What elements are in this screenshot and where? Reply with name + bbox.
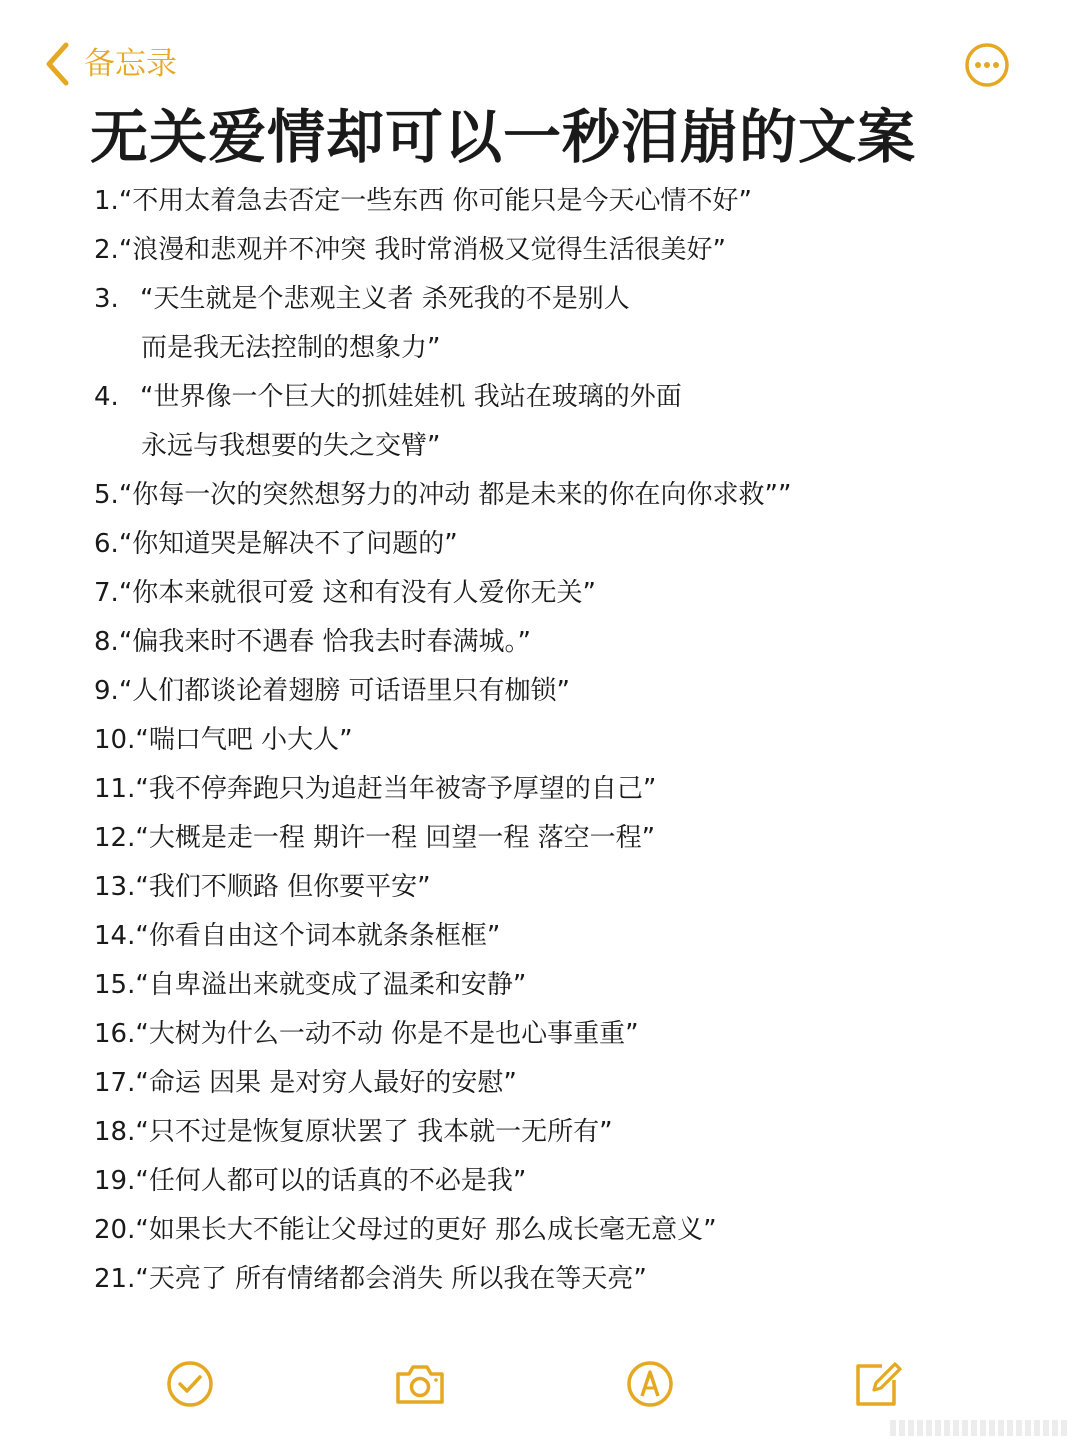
back-label: 备忘录 xyxy=(84,46,177,82)
item-number: 16. xyxy=(94,1019,136,1049)
list-item xyxy=(94,814,1054,863)
note-title: 无关爱情却可以一秒泪崩的文案 xyxy=(90,103,917,171)
item-line: 永远与我想要的失之交臂” xyxy=(141,431,441,461)
item-line: “不用太着急去否定一些东西 你可能只是今天心情不好” xyxy=(118,186,753,216)
item-line: “大树为什么一动不动 你是不是也心事重重” xyxy=(135,1019,639,1049)
list-item xyxy=(94,716,1054,765)
list-item xyxy=(94,177,1054,226)
chevron-left-icon xyxy=(44,41,70,87)
more-button[interactable] xyxy=(964,42,1010,88)
list-item xyxy=(94,1059,1054,1108)
item-number: 21. xyxy=(94,1264,136,1294)
item-line: “天亮了 所有情绪都会消失 所以我在等天亮” xyxy=(135,1264,647,1294)
item-number: 10. xyxy=(94,725,136,755)
item-number: 19. xyxy=(94,1166,136,1196)
item-line: “我们不顺路 但你要平安” xyxy=(135,872,431,902)
item-text xyxy=(135,863,430,912)
list-item xyxy=(94,226,1054,275)
list-item xyxy=(94,667,1054,716)
item-number: 7. xyxy=(94,578,119,608)
item-text xyxy=(135,716,352,765)
list-item xyxy=(94,569,1054,618)
item-line: “你知道哭是解决不了问题的” xyxy=(118,529,458,559)
item-number: 8. xyxy=(94,627,119,657)
item-number: 6. xyxy=(94,529,119,559)
item-number: 13. xyxy=(94,872,136,902)
item-text xyxy=(119,520,458,569)
item-text xyxy=(135,765,656,814)
item-text xyxy=(135,961,526,1010)
item-text xyxy=(135,1157,526,1206)
item-number: 9. xyxy=(94,676,119,706)
item-number: 11. xyxy=(94,774,136,804)
camera-button[interactable] xyxy=(392,1358,444,1410)
back-button[interactable] xyxy=(44,40,177,88)
item-line: “只不过是恢复原状罢了 我本就一无所有” xyxy=(135,1117,613,1147)
list-item xyxy=(94,1157,1054,1206)
note-list xyxy=(94,177,1054,1304)
item-line: “偏我来时不遇春 恰我去时春满城。” xyxy=(118,627,532,657)
compose-button[interactable] xyxy=(852,1358,904,1410)
item-number: 1. xyxy=(94,186,119,216)
item-line: “世界像一个巨大的抓娃娃机 我站在玻璃的外面 xyxy=(140,382,682,412)
list-item xyxy=(94,1206,1054,1255)
item-text xyxy=(135,912,500,961)
item-text xyxy=(135,814,655,863)
item-number: 5. xyxy=(94,480,119,510)
item-line: “任何人都可以的话真的不必是我” xyxy=(135,1166,527,1196)
checklist-icon xyxy=(164,1358,216,1410)
list-item xyxy=(94,1255,1054,1304)
list-item xyxy=(94,1010,1054,1059)
item-text xyxy=(135,1206,716,1255)
list-item xyxy=(94,471,1054,520)
item-line: 而是我无法控制的想象力” xyxy=(141,333,441,363)
item-line: “浪漫和悲观并不冲突 我时常消极又觉得生活很美好” xyxy=(118,235,727,265)
list-item xyxy=(94,961,1054,1010)
item-text xyxy=(119,667,570,716)
camera-icon xyxy=(392,1358,448,1410)
markup-icon xyxy=(624,1358,676,1410)
item-text xyxy=(135,1059,516,1108)
checklist-button[interactable] xyxy=(164,1358,216,1410)
item-line: “你本来就很可爱 这和有没有人爱你无关” xyxy=(118,578,597,608)
compose-icon xyxy=(852,1358,904,1410)
item-text xyxy=(119,569,596,618)
item-text xyxy=(135,1108,612,1157)
item-number: 3. xyxy=(94,284,119,314)
item-line: “命运 因果 是对穷人最好的安慰” xyxy=(135,1068,517,1098)
item-line: “大概是走一程 期许一程 回望一程 落空一程” xyxy=(135,823,656,853)
list-item xyxy=(94,912,1054,961)
item-text xyxy=(135,1255,646,1304)
item-number: 12. xyxy=(94,823,136,853)
list-item xyxy=(94,373,1054,471)
item-text xyxy=(119,177,752,226)
item-text xyxy=(119,618,531,667)
item-text xyxy=(119,471,792,520)
list-item xyxy=(94,765,1054,814)
item-number: 4. xyxy=(94,382,119,412)
item-line: “喘口气吧 小大人” xyxy=(135,725,353,755)
item-number: 15. xyxy=(94,970,136,1000)
list-item xyxy=(94,1108,1054,1157)
item-text xyxy=(119,226,726,275)
list-item xyxy=(94,863,1054,912)
item-number: 18. xyxy=(94,1117,136,1147)
item-text xyxy=(135,1010,638,1059)
watermark xyxy=(890,1420,1070,1436)
item-number: 20. xyxy=(94,1215,136,1245)
list-item xyxy=(94,618,1054,667)
item-number: 14. xyxy=(94,921,136,951)
markup-button[interactable] xyxy=(624,1358,676,1410)
list-item xyxy=(94,520,1054,569)
item-line: “天生就是个悲观主义者 杀死我的不是别人 xyxy=(140,284,630,314)
item-line: “人们都谈论着翅膀 可话语里只有枷锁” xyxy=(118,676,571,706)
list-item xyxy=(94,275,1054,373)
item-line: “自卑溢出来就变成了温柔和安静” xyxy=(135,970,527,1000)
item-text xyxy=(140,275,630,373)
item-number: 17. xyxy=(94,1068,136,1098)
item-line: “你每一次的突然想努力的冲动 都是未来的你在向你求救”” xyxy=(118,480,792,510)
item-line: “你看自由这个词本就条条框框” xyxy=(135,921,501,951)
bottom-toolbar xyxy=(0,1350,1080,1420)
item-text xyxy=(140,373,682,471)
item-number: 2. xyxy=(94,235,119,265)
item-line: “我不停奔跑只为追赶当年被寄予厚望的自己” xyxy=(135,774,657,804)
item-line: “如果长大不能让父母过的更好 那么成长毫无意义” xyxy=(135,1215,717,1245)
more-icon xyxy=(964,42,1010,88)
